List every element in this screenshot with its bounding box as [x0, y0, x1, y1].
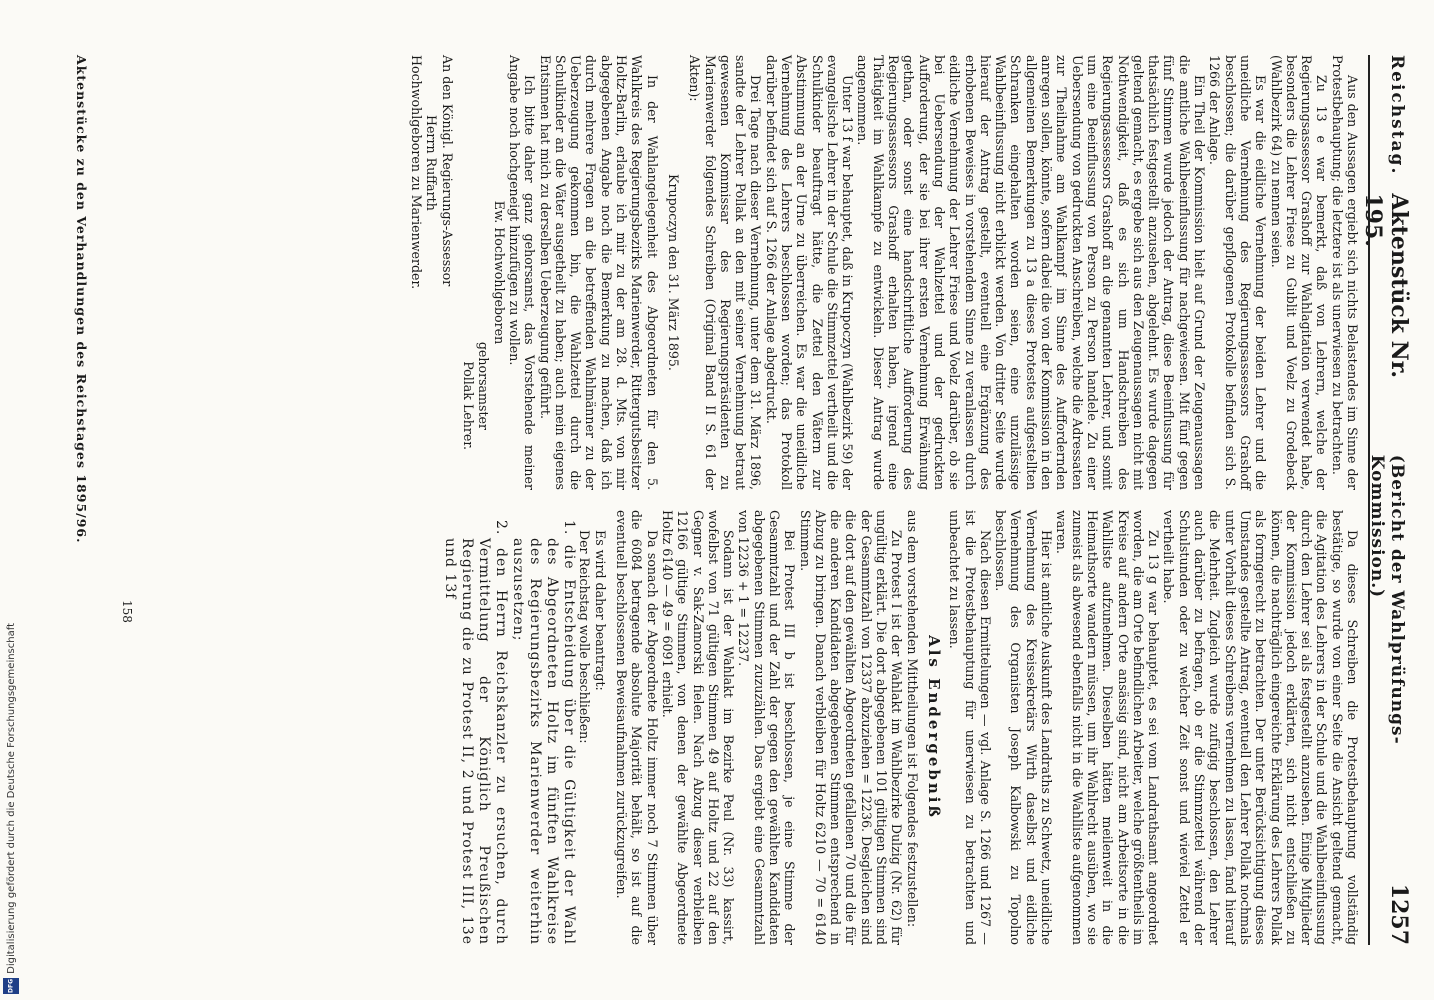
paragraph: Da sonach der Abgeordnete Holtz immer noch 7 Stimmen über die 6084 betragende absolute Majorität behält, so ist auf die eventuell beschlossenen Beweisaufnahmen zurückzugreifen. [614, 510, 660, 945]
letter-place-date: Krupoczyn den 31. März 1895. [665, 174, 681, 371]
paragraph: Bei Protest III b ist beschlossen, je eine Stimme der Gesammtzahl und der Zahl der gegen den gewählten Kandidaten abgegebenen Stimmen zuzuzählen. Das ergiebt eine Gesammtzahl von 12236 + 1 = 12237. [736, 510, 798, 945]
motion-block [441, 510, 608, 945]
header-reichstag: Reichstag. [1387, 55, 1407, 176]
paragraph: Unter 13 f war behauptet, daß in Krupoczyn (Wahlbezirk 59) der evangelische Lehrer in der Schule die Stimmzettel vertheilt und die Schulkinder beauftragt hätte, die Zettel den Vätern zur Abstimmung an der Urne zu überreichen. Es war die uneidliche Vernehmung des Lehrers beschlossen worden; das Protokoll darüber befindet sich auf S. 1266 der Anlage abgedruckt. [763, 55, 856, 490]
motion-lead: Der Reichstag wolle beschließen: [577, 530, 593, 744]
folio-number: 158 [120, 600, 134, 623]
page-number: 1257 [1386, 883, 1412, 945]
paragraph: Nach diesen Ermittelungen — vgl. Anlage S. 1266 und 1267 — ist die Protestbehauptung für unerwiesen zu betrachten und unbeachtet zu lassen. [947, 510, 993, 945]
paragraph: Zu Protest I ist der Wahlakt im Wahlbezirke Dulzig (Nr. 62) für ungültig erklärt. Die dort abgegebenen 101 gültigen Stimmen sind der Gesammtzahl von 12337 abzuziehen = 12236. Desgleichen sind die dort auf den gewählten Abgeordneten gefallenen 70 und die für die anderen Kandidaten abgegebenen Stimmen entsprechend in Abzug zu bringen. Danach verbleiben für Holtz 6210 — 70 = 6140 Stimmen. [797, 510, 905, 945]
paragraph: Zu 13 g war behauptet, es sei vom Landrathsamt angeordnet worden, die am Orte befindlichen Arbeiter, welche größtentheils im Kreise auf andern Orte ansässig sind, nicht am Arbeitsorte in die Wahlliste aufzunehmen. Dieselben hätten meilenweit in die Heimathsorte wandern müssen, um ihr Wahlrecht ausüben, wo sie zumeist als abwesend ebenfalls nicht in die Wahlliste aufgenommen waren. [1054, 510, 1162, 945]
letter-signature: Pollak Lehrer. [461, 361, 477, 450]
paragraph: Drei Tage nach dieser Vernehmung, unter dem 31. März 1896, sandte der Lehrer Pollak an den mit seiner Vernehmung betraut gewesenen Kommissar des Regierungspräsidenten zu Marienwerder folgendes Schreiben (Original Band II S. 61 der Akten): [687, 55, 764, 490]
motion-intro: Es wird daher beantragt: [592, 530, 608, 691]
running-header [1360, 55, 1412, 945]
letter-address-line: Hochwohlgeboren zu Marienwerder. [409, 55, 425, 290]
letter-closing: Ew. Hochwohlgeboren [491, 200, 507, 345]
page-footer: Aktenstücke zu den Verhandlungen des Reichstages 1895/96. [74, 55, 89, 544]
header-aktenstueck: Aktenstück Nr. 195. [1360, 193, 1412, 379]
dfg-sidebar [0, 0, 22, 1000]
paragraph: Aus den Aussagen ergiebt sich nichts Belastendes im Sinne der Protestbehauptung; die letztere ist als unerwiesen zu betrachten. [1329, 55, 1360, 490]
letter-closing-2: gehorsamster [476, 341, 492, 430]
letter-paragraph: Ich bitte daher ganz gehorsamst, das Vorstehende meiner Angabe noch hochgeneigt hinzufügen zu wollen. [506, 55, 538, 490]
header-commission: (Bericht der Wahlprüfungs-Kommission.) [1367, 454, 1407, 745]
dfg-logo-icon: DFG [3, 978, 19, 994]
motion-item: 2. den Herrn Reichskanzler zu ersuchen, durch Vermittelung der Königlich Preußischen Regierung die zu Protest II, 2 und Protest III, 13e und 13f [442, 520, 510, 945]
motion-item: 1. die Entscheidung über die Gültigkeit der Wahl des Abgeordneten Holtz im fünften Wahlkreise des Regierungsbezirks Marienwerder weiterhin auszusetzen; [510, 520, 578, 945]
letter-paragraph: In der Wahlangelegenheit des Abgeordneten für den 5. Wahlkreis des Regierungsbezirks Marienwerder, Rittergutsbesitzer Holtz-Barlin, erlaube ich mir zu der am 28. d. Mts. von mir abgegebenen Angabe noch die Bemerkung zu machen, daß ich durch mehrere Fragen an die betreffenden Wahlmänner zu der Ueberzeugung gekommen bin, die Wahlzettel durch die Schulkinder an die Väter ausgetheilt zu haben; auch mein eigenes Entsinnen hat mich zu derselben Ueberzeugung geführt. [537, 55, 660, 490]
paragraph: Zu 13 e war bemerkt, daß von Lehrern, welche der Regierungsassessor Grashoff zur Wahlagitation verwendet habe, besonders die Lehrer Friese zu Gublit und Voelz zu Grodebeck (Wahlbezirk 64) zu nennen seien. [1268, 55, 1330, 490]
paragraph: aus dem vorstehenden Mittheilungen ist Folgendes festzustellen: [904, 510, 920, 928]
letter-address-line: An den Königl. Regierungs-Assessor [439, 55, 455, 287]
paragraph: Es war die eidliche Vernehmung der beiden Lehrer und die uneidliche Vernehmung des Regierungsassessors Grashoff beschlossen; die darüber gepflogenen Protokolle befinden sich S. 1266 der Anlage. [1207, 55, 1269, 490]
right-column [441, 510, 1360, 945]
dfg-credit-text: Digitalisierung gefördert durch die Deutsche Forschungsgemeinschaft [5, 623, 17, 974]
paragraph: Ein Theil der Kommission hielt auf Grund der Zeugenaussagen die amtliche Wahlbeeinflussung für nachgewiesen. Mit fünf gegen fünf Stimmen wurde jedoch der Antrag, diese Beeinflussung für thatsächlich festgestellt anzusehen, abgelehnt. Es wurde dagegen geltend gemacht, es ergebe sich aus den Zeugenaussagen nicht mit Nothwendigkeit, daß es sich um Handschreiben des Regierungsassessors Grashoff an die genannten Lehrer, und somit um eine Beeinflussung von Person zu Person handele. Zu einer Uebersendung von gedruckten Anschreiben, welche die Adressaten zur Theilnahme am Wahlkampf im Sinne des Auffordernden anregen sollen, könnte, sofern dabei die von der Kommission in den allgemeinen Bemerkungen zu 13 a dieses Protestes aufgestellten Schranken eingehalten worden seien, eine unzulässige Wahlbeeinflussung nicht erblickt werden. Von dritter Seite wurde hierauf der Antrag gestellt, eventuell eine Ergänzung des erhobenen Beweises in vorstehendem Sinne zu veranlassen durch eidliche Vernehmung der Lehrer Friese und Voelz darüber, ob sie bei Uebersendung der Wahlzettel und der gedruckten Aufforderung, der sie bei ihrer ersten Vernehmung Erwähnung gethan, oder sonst eine handschriftliche Aufforderung des Regierungsassessors Grashoff erhalten haben, irgend eine Thätigkeit im Wahlkampfe zu entwickeln. Dieser Antrag wurde angenommen. [855, 55, 1208, 490]
paragraph: Hier ist amtliche Auskunft des Landraths zu Schwetz, uneidliche Vernehmung des Kreissekretärs Wirth daselbst und eidliche Vernehmung des Organisten Joseph Kalbowski zu Topolno beschlossen. [993, 510, 1055, 945]
paragraph: Sodann ist der Wahlakt im Bezirke Peul (Nr. 33) kassirt, wofelbst von 71 gültigen Stimmen 49 auf Holtz und 22 auf den Gegner v. Sak-Zamorski fielen. Nach Abzug dieser verbleiben 12166 gültige Stimmen, von denen der gewählte Abgeordnete Holtz 6140 — 49 = 6091 erhielt. [659, 510, 737, 945]
letter-address-line: Herrn Ruffarth [424, 115, 440, 211]
header-rule [1368, 55, 1370, 945]
paragraph: Da dieses Schreiben die Protestbehauptung vollständig bestätige, so wurde von einer Seite die Ansicht geltend gemacht, die Agitation des Lehrers in der Schule und die Wahlbeeinflussung durch den Lehrer sei als festgestellt anzusehen. Einige Mitglieder der Kommission jedoch erklärten, sich nicht entschließen zu können, die nachträglich eingereichte Erklärung des Lehrers Pollak als formgerecht zu betrachten. Der unter Berücksichtigung dieses Umstandes gestellte Antrag, eventuell den Lehrer Pollak nochmals unter Vorhalt dieses Schreibens vernehmen zu lassen, fand hierauf die Mehrheit. Zugleich wurde zufügig beschlossen, den Lehrer auch darüber zu befragen, ob er die Stimmzettel während der Schulstunden oder zu welcher Zeit sonst und wieviel Zettel er vertheilt habe. [1161, 510, 1360, 945]
section-title: Als Endergebniß [924, 635, 943, 820]
left-column [409, 55, 1360, 490]
